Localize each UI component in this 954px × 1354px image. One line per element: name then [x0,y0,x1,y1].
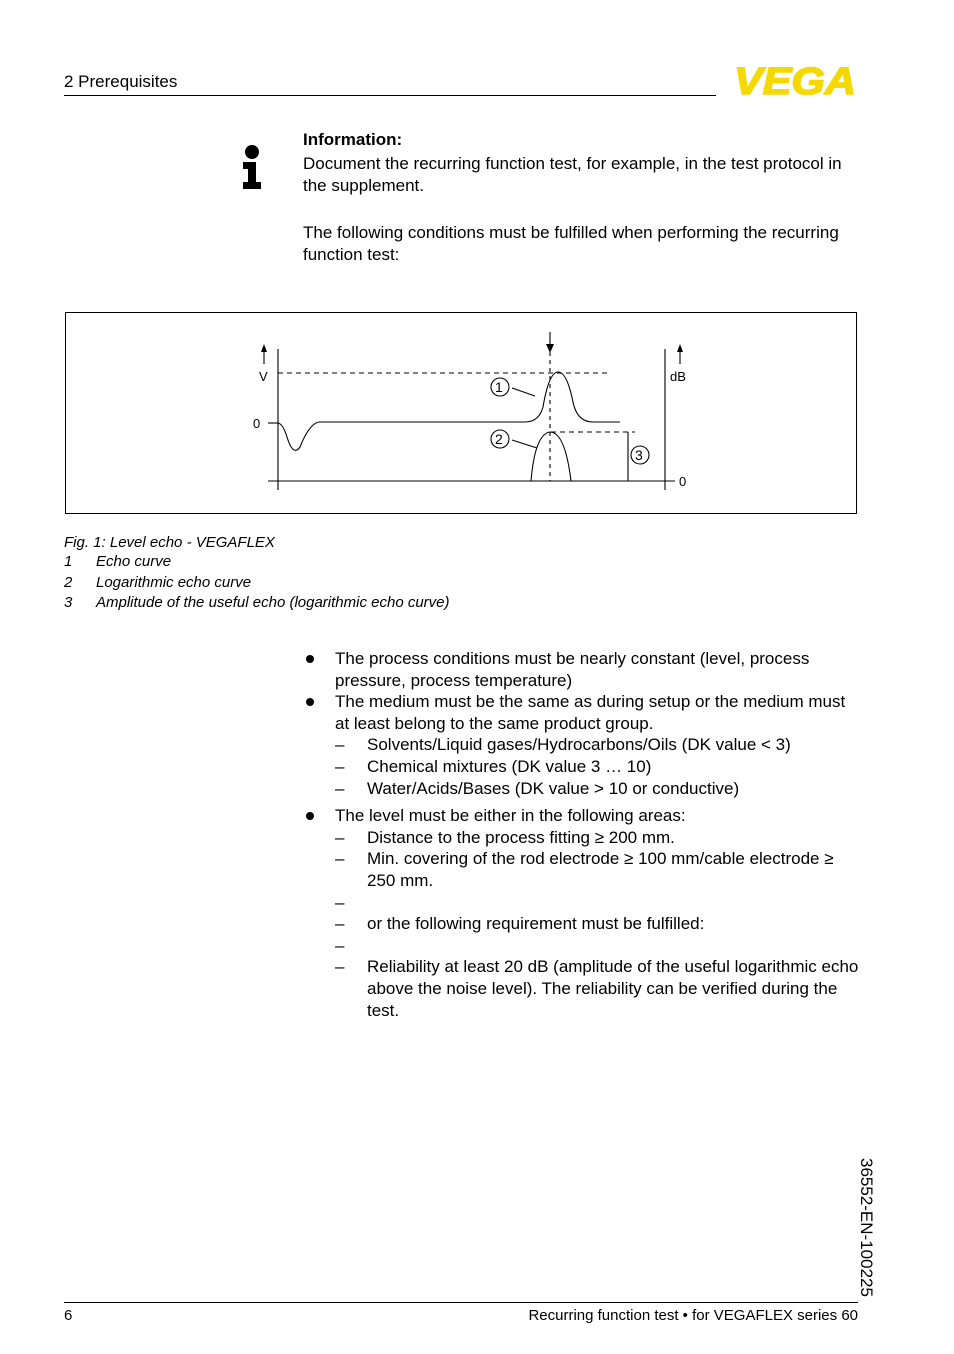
echo-arrowhead [546,344,554,353]
legend-item: 2 Logarithmic echo curve [64,574,252,591]
zero-right-label: 0 [679,474,687,489]
list-item: The level must be either in the following areas: [303,805,863,827]
header-rule [64,95,716,96]
list-item: The medium must be the same as during setup or the medium must at least belong to the same product group. [303,691,863,734]
bullet-icon [306,698,314,706]
leader-2 [512,440,537,448]
v-label: V [259,369,268,384]
marker-2: 2 [495,431,503,447]
legend-item: 1 Echo curve [64,553,172,570]
bullet-icon [306,655,314,663]
echo-curve-figure [65,312,857,514]
bullet-icon [306,812,314,820]
sub-item: – [335,935,345,955]
document-id: 36552-EN-100225 [857,1158,876,1297]
page-number: 6 [64,1307,73,1324]
sub-item: – [335,892,345,912]
db-label: dB [670,369,686,384]
conditions-list [303,648,863,1021]
logo-text: VEGA [734,63,856,97]
db-arrowhead [677,344,683,352]
marker-1: 1 [495,379,503,395]
conditions-intro: The following conditions must be fulfilled when performing the recurring function test: [303,223,839,264]
info-title: Information: [303,130,403,149]
zero-left-label: 0 [253,416,261,431]
marker-3: 3 [635,447,643,463]
info-text: Document the recurring function test, for example, in the test protocol in the supplement. [303,154,842,195]
echo-curve-2 [531,432,571,481]
section-header: 2 Prerequisites [64,72,178,91]
figure-caption: Fig. 1: Level echo - VEGAFLEX [64,534,275,551]
legend-item: 3 Amplitude of the useful echo (logarithmic echo curve) [64,594,450,611]
list-item: The process conditions must be nearly constant (level, process pressure, process temperature) [303,648,863,691]
v-arrowhead [261,344,267,352]
vega-logo [734,63,858,97]
echo-curve-1 [278,372,620,450]
sub-item: – Chemical mixtures (DK value 3 … 10) [335,756,652,776]
info-icon [240,144,264,190]
sub-item: – Water/Acids/Bases (DK value > 10 or conductive) [335,778,740,798]
sub-item: – Distance to the process fitting ≥ 200 mm. [335,827,675,847]
sub-item: – Solvents/Liquid gases/Hydrocarbons/Oils (DK value < 3) [335,735,791,755]
leader-1 [512,388,535,396]
footer-rule [64,1302,858,1303]
sub-item: – or the following requirement must be fulfilled: [335,914,705,934]
sub-item: – Reliability at least 20 dB (amplitude of the useful logarithmic echo above the noise level). The reliability can be verified during the test. [335,957,859,1020]
sub-item: – Min. covering of the rod electrode ≥ 100 mm/cable electrode ≥ 250 mm. [335,849,834,890]
footer-title: Recurring function test • for VEGAFLEX series 60 [528,1307,858,1324]
